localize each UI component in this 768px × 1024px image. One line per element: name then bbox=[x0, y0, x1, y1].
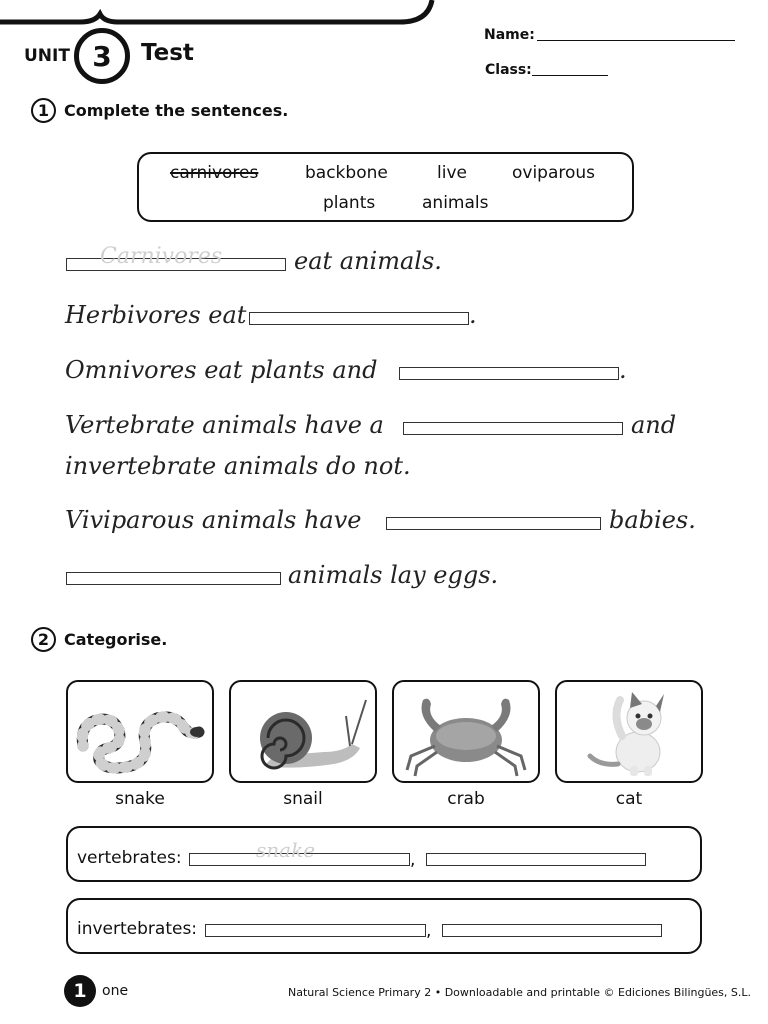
word-bank-word: backbone bbox=[305, 163, 388, 183]
word-bank-word: animals bbox=[422, 193, 489, 213]
animal-caption: cat bbox=[615, 789, 643, 809]
sentence-4-line-2: invertebrate animals do not. bbox=[65, 452, 411, 480]
sentence-2-text: Herbivores eat bbox=[65, 301, 247, 329]
snail-card bbox=[229, 680, 377, 783]
invertebrates-label: invertebrates: bbox=[77, 919, 198, 939]
class-field[interactable] bbox=[532, 75, 608, 76]
answer-blank-2[interactable] bbox=[249, 312, 469, 325]
section-1-number: 1 bbox=[31, 98, 56, 123]
answer-blank-6[interactable] bbox=[66, 572, 281, 585]
vertebrates-label: vertebrates: bbox=[77, 848, 182, 868]
cat-photo-icon bbox=[560, 686, 698, 778]
crab-photo-icon bbox=[397, 686, 535, 778]
example-answer: Carnivores bbox=[100, 244, 223, 269]
animal-caption: crab bbox=[447, 789, 485, 809]
sentence-1-text: eat animals. bbox=[294, 247, 442, 275]
sentence-5-end: babies. bbox=[609, 506, 696, 534]
answer-blank-5[interactable] bbox=[386, 517, 601, 530]
word-bank-word: carnivores bbox=[170, 163, 259, 183]
animal-caption: snake bbox=[115, 789, 165, 809]
page-number-badge: 1 bbox=[64, 975, 96, 1007]
sentence-3-end: . bbox=[619, 356, 627, 384]
answer-blank-4[interactable] bbox=[403, 422, 623, 435]
word-bank-word: live bbox=[437, 163, 467, 183]
page-number-word: one bbox=[102, 983, 129, 999]
comma: , bbox=[410, 850, 416, 870]
word-bank-word: oviparous bbox=[512, 163, 596, 183]
crab-card bbox=[392, 680, 540, 783]
comma: , bbox=[426, 921, 432, 941]
invertebrates-blank-2[interactable] bbox=[442, 924, 662, 937]
section-2-number: 2 bbox=[31, 627, 56, 652]
unit-label: UNIT bbox=[24, 46, 70, 66]
cat-card bbox=[555, 680, 703, 783]
vertebrates-blank-2[interactable] bbox=[426, 853, 646, 866]
name-field[interactable] bbox=[537, 40, 735, 41]
answer-blank-3[interactable] bbox=[399, 367, 619, 380]
snail-photo-icon bbox=[234, 686, 372, 778]
test-title: Test bbox=[141, 40, 194, 66]
sentence-2-end: . bbox=[469, 301, 477, 329]
footer-credit: Natural Science Primary 2 • Downloadable and printable © Ediciones Bilingües, S.L. bbox=[288, 986, 752, 999]
section-2-title: Categorise. bbox=[64, 630, 168, 649]
snake-photo-icon bbox=[71, 686, 209, 778]
class-label: Class: bbox=[485, 62, 532, 78]
sentence-5-text: Viviparous animals have bbox=[65, 506, 362, 534]
invertebrates-blank-1[interactable] bbox=[205, 924, 426, 937]
vertebrates-example: snake bbox=[256, 838, 316, 862]
sentence-3-text: Omnivores eat plants and bbox=[65, 356, 378, 384]
section-1-title: Complete the sentences. bbox=[64, 101, 289, 120]
header-decoration-curve bbox=[0, 0, 440, 40]
sentence-4-end: and bbox=[631, 411, 677, 439]
sentence-6-text: animals lay eggs. bbox=[288, 561, 499, 589]
name-label: Name: bbox=[484, 27, 535, 43]
snake-card bbox=[66, 680, 214, 783]
unit-number-badge: 3 bbox=[74, 28, 130, 84]
sentence-4-text: Vertebrate animals have a bbox=[65, 411, 384, 439]
animal-caption: snail bbox=[283, 789, 323, 809]
word-bank-word: plants bbox=[323, 193, 376, 213]
